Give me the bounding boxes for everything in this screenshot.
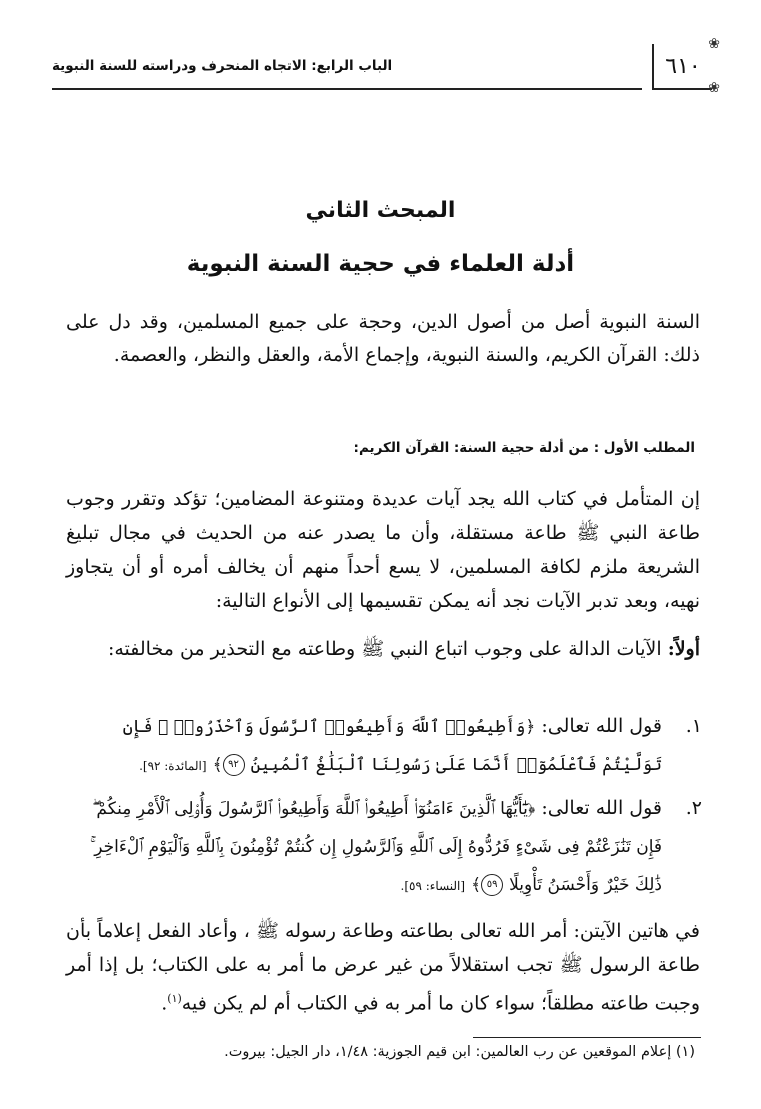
footnote-marker: (١) [167, 992, 182, 1005]
verse-reference: [النساء: ٥٩]. [400, 879, 466, 893]
verse-number: ٩٢ [223, 754, 245, 776]
conclusion-paragraph: في هاتين الآيتن: أمر الله تعالى بطاعته وطاعة رسوله ﷺ ، وأعاد الفعل إعلاماً بأن طاعة الرسول ﷺ تجب استقلالاً من غير عرض ما أمر به على الكتاب؛ بل إذا أمر وجبت طاعته مطلقاً؛ سواء كان ما أمر به في الكتاب أم لم يكن فيه$^{(١)}$. [66, 920, 700, 1015]
item-number: ٢. [685, 797, 702, 819]
ornament-icon: ❀ [708, 36, 720, 52]
item-text: قول الله تعالى: ﴿يَٰٓأَيُّهَا ٱلَّذِينَ ءَامَنُوٓا۟ أَطِيعُوا۟ ٱللَّهَ وَأَطِيعُوا۟ ٱلرَّسُولَ وَأُو۟لِى ٱلْأَمْرِ مِنكُمْ ۖ فَإِن تَنَٰزَعْتُمْ فِى شَىْءٍ فَرُدُّوهُ إِلَى ٱللَّهِ وَٱلرَّسُولِ إِن كُنتُمْ تُؤْمِنُونَ بِٱللَّهِ وَٱلْيَوْمِ ٱلْءَاخِرِ ۚ ذَٰلِكَ خَيْرٌ وَأَحْسَنُ تَأْوِيلًا ٥٩﴾ [النساء: ٥٩]. [90, 797, 662, 895]
page-header [52, 36, 720, 100]
quran-verse: ﴿وَأَطِيعُوا۟ ٱللَّهَ وَأَطِيعُوا۟ ٱلرَّسُولَ وَٱحْذَرُوا۟ ۚ فَإِن تَوَلَّيْتُمْ فَٱعْلَمُوٓا۟ أَنَّمَا عَلَىٰ رَسُولِنَا ٱلْبَلَٰغُ ٱلْمُبِينُ [122, 717, 662, 775]
first-type-label: أولاً: [667, 638, 700, 660]
page-number: ٦١٠ [652, 44, 712, 90]
verse-reference: [المائدة: ٩٢]. [139, 759, 207, 773]
item-intro: قول الله تعالى: [541, 797, 662, 819]
body-paragraph: إن المتأمل في كتاب الله يجد آيات عديدة ومتنوعة المضامين؛ تؤكد وتقرر وجوب طاعة النبي ﷺ طاعة مستقلة، وأن ما يصدر عنه من الحديث في مجال تبليغ الشريعة ملزم لكافة المسلمين، لا يسع أحداً منهم أن يخالف أمره أو أن يتجاوز نهيه، وبعد تدبر الآيات نجد أنه يمكن تقسيمها إلى الأنواع التالية: [66, 488, 700, 612]
section-subtitle: أدلة العلماء في حجية السنة النبوية [186, 251, 575, 277]
first-type [66, 632, 700, 666]
item-number: ١. [685, 715, 702, 737]
section-title: المبحث الثاني [305, 198, 456, 223]
quran-verse: ﴿يَٰٓأَيُّهَا ٱلَّذِينَ ءَامَنُوٓا۟ أَطِيعُوا۟ ٱللَّهَ وَأَطِيعُوا۟ ٱلرَّسُولَ وَأُو۟لِى ٱلْأَمْرِ مِنكُمْ ۖ فَإِن تَنَٰزَعْتُمْ فِى شَىْءٍ فَرُدُّوهُ إِلَى ٱللَّهِ وَٱلرَّسُولِ إِن كُنتُمْ تُؤْمِنُونَ بِٱللَّهِ وَٱلْيَوْمِ ٱلْءَاخِرِ ۚ ذَٰلِكَ خَيْرٌ وَأَحْسَنُ تَأْوِيلًا [90, 799, 662, 895]
footnote-rule [473, 1037, 701, 1038]
conclusion-text: في هاتين الآيتن: أمر الله تعالى بطاعته وطاعة رسوله ﷺ ، وأعاد الفعل إعلاماً بأن طاعة الرسول ﷺ تجب استقلالاً من غير عرض ما أمر به على الكتاب؛ بل إذا أمر وجبت طاعته مطلقاً؛ سواء كان ما أمر به في الكتاب أم لم يكن فيه [66, 920, 700, 1015]
verse-number: ٥٩ [481, 874, 503, 896]
first-type-text: الآيات الدالة على وجوب اتباع النبي ﷺ وطاعته مع التحذير من مخالفته: [107, 638, 662, 660]
running-title: الباب الرابع: الاتجاه المنحرف ودراسته للسنة النبوية [52, 58, 393, 74]
header-rule [52, 88, 642, 90]
ornament-icon: ❀ [708, 80, 720, 96]
list-item [66, 790, 702, 905]
item-intro: قول الله تعالى: [541, 715, 662, 737]
list-item [66, 708, 702, 785]
footnote: (١) إعلام الموقعين عن رب العالمين: ابن قيم الجوزية: ١/٤٨، دار الجيل: بيروت. [224, 1044, 695, 1060]
intro-paragraph: السنة النبوية أصل من أصول الدين، وحجة على جميع المسلمين، وقد دل على ذلك: القرآن الكريم، والسنة النبوية، وإجماع الأمة، والعقل والنظر، والعصمة. [66, 311, 700, 366]
item-text: قول الله تعالى: ﴿وَأَطِيعُوا۟ ٱللَّهَ وَأَطِيعُوا۟ ٱلرَّسُولَ وَٱحْذَرُوا۟ ۚ فَإِن تَوَلَّيْتُمْ فَٱعْلَمُوٓا۟ أَنَّمَا عَلَىٰ رَسُولِنَا ٱلْبَلَٰغُ ٱلْمُبِينُ ٩٢﴾ [المائدة: ٩٢]. [122, 715, 662, 775]
subsection-heading: المطلب الأول : من أدلة حجية السنة: القرآن الكريم: [353, 440, 695, 456]
